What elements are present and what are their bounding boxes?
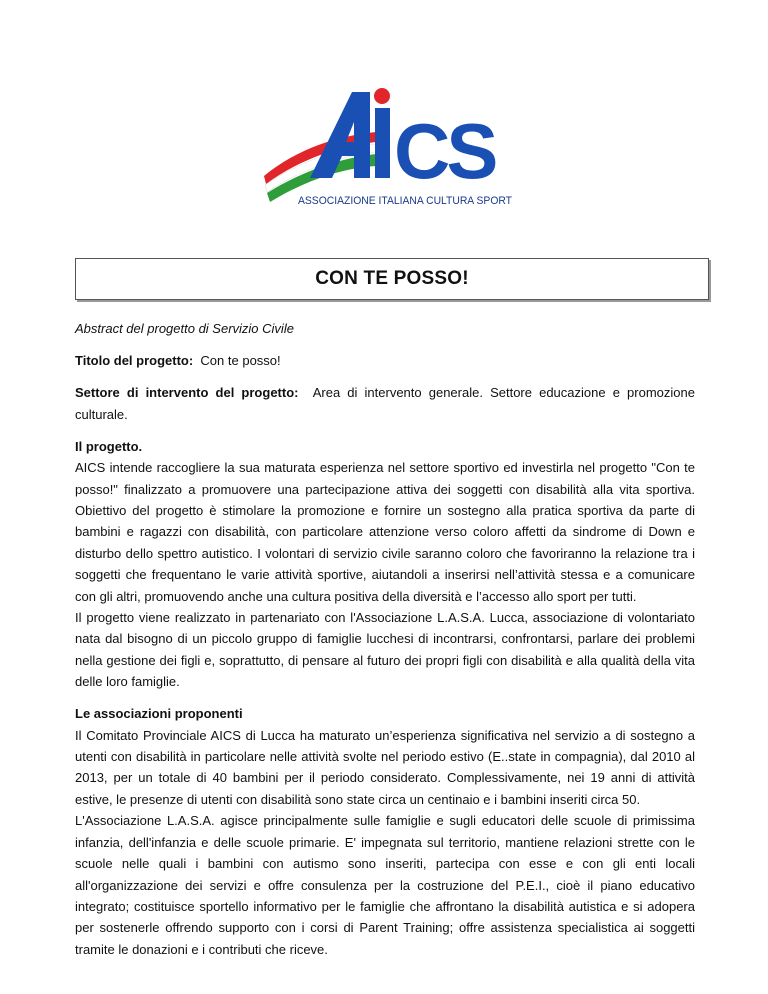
aics-logo [258, 78, 514, 213]
title-box [75, 258, 709, 300]
logo-i-dot [374, 88, 390, 104]
sector-value: Area di intervento generale. Settore educazione e promozione culturale. [75, 385, 695, 422]
logo-letters-cs: CS [394, 107, 495, 195]
document-title: CON TE POSSO! [315, 268, 469, 289]
logo-subtitle: ASSOCIAZIONE ITALIANA CULTURA SPORT [298, 195, 513, 207]
project-title-label: Titolo del progetto: [75, 353, 194, 369]
sector-line [75, 382, 695, 425]
document-body [75, 318, 695, 960]
section1-heading: Il progetto. [75, 438, 143, 454]
project-title-line [75, 350, 695, 371]
sector-label: Settore di intervento del progetto: [75, 385, 299, 401]
logo-letter-i [375, 108, 390, 178]
section2-heading: Le associazioni proponenti [75, 706, 243, 722]
section2-paragraph-2: L'Associazione L.A.S.A. agisce principalmente sulle famiglie e sugli educatori delle scuole di primissima infanzia, dell'infanzia e delle scuole primarie. E' impegnata sul territorio, mantiene relazioni strette con le scuole nelle quali i bambini con autismo sono inseriti, partecipa con esse e con gli enti locali all'organizzazione dei servizi e offre consulenza per la costruzione del P.E.I., cioè il piano educativo integrato; costituisce sportello informativo per le famiglie che affrontano la disabilità autistica e si adopera per sostenerle offrendo supporto con i corsi di Parent Training; offre assistenza specialistica ai soggetti tramite le donazioni e i contributi che riceve. [75, 813, 695, 957]
section2-paragraph-1: Il Comitato Provinciale AICS di Lucca ha maturato un’esperienza significativa nel servizio a di sostegno a utenti con disabilità in particolare nelle attività svolte nel periodo estivo (E..state in compagnia), dal 2010 al 2013, per un totale di 40 bambini per il periodo considerato. Complessivamente, nei 19 anni di attività estive, le presenze di utenti con disabilità sono state circa un centinaio e i bambini inseriti circa 50. [75, 727, 695, 807]
abstract-line: Abstract del progetto di Servizio Civile [75, 321, 294, 336]
section1-paragraph-1: AICS intende raccogliere la sua maturata esperienza nel settore sportivo ed investirla nel progetto "Con te posso!" finalizzato a promuovere una partecipazione attiva dei soggetti con disabilità alla vita sportiva. Obiettivo del progetto è stimolare la promozione e fornire un sostegno alla pratica sportiva da parte di bambini e ragazzi con disabilità, con particolare attenzione verso coloro affetti da sindrome di Down e disturbo dello spettro autistico. I volontari di servizio civile saranno coloro che favoriranno la relazione tra i soggetti che frequentano le varie attività sportive, aiutandoli a inserirsi nell’attività stessa e a comunicare con gli altri, promuovendo anche una cultura positiva della diversità e l’accesso allo sport per tutti. [75, 460, 695, 604]
section1-paragraph-2: Il progetto viene realizzato in partenariato con l'Associazione L.A.S.A. Lucca, associazione di volontariato nata dal bisogno di un piccolo gruppo di famiglie lucchesi di incontrarsi, confrontarsi, parlare dei problemi nella gestione dei figli e, soprattutto, di pensare al futuro dei propri figli con disabilità e alla qualità della vita delle loro famiglie. [75, 609, 695, 690]
project-title-value: Con te posso! [200, 353, 281, 369]
